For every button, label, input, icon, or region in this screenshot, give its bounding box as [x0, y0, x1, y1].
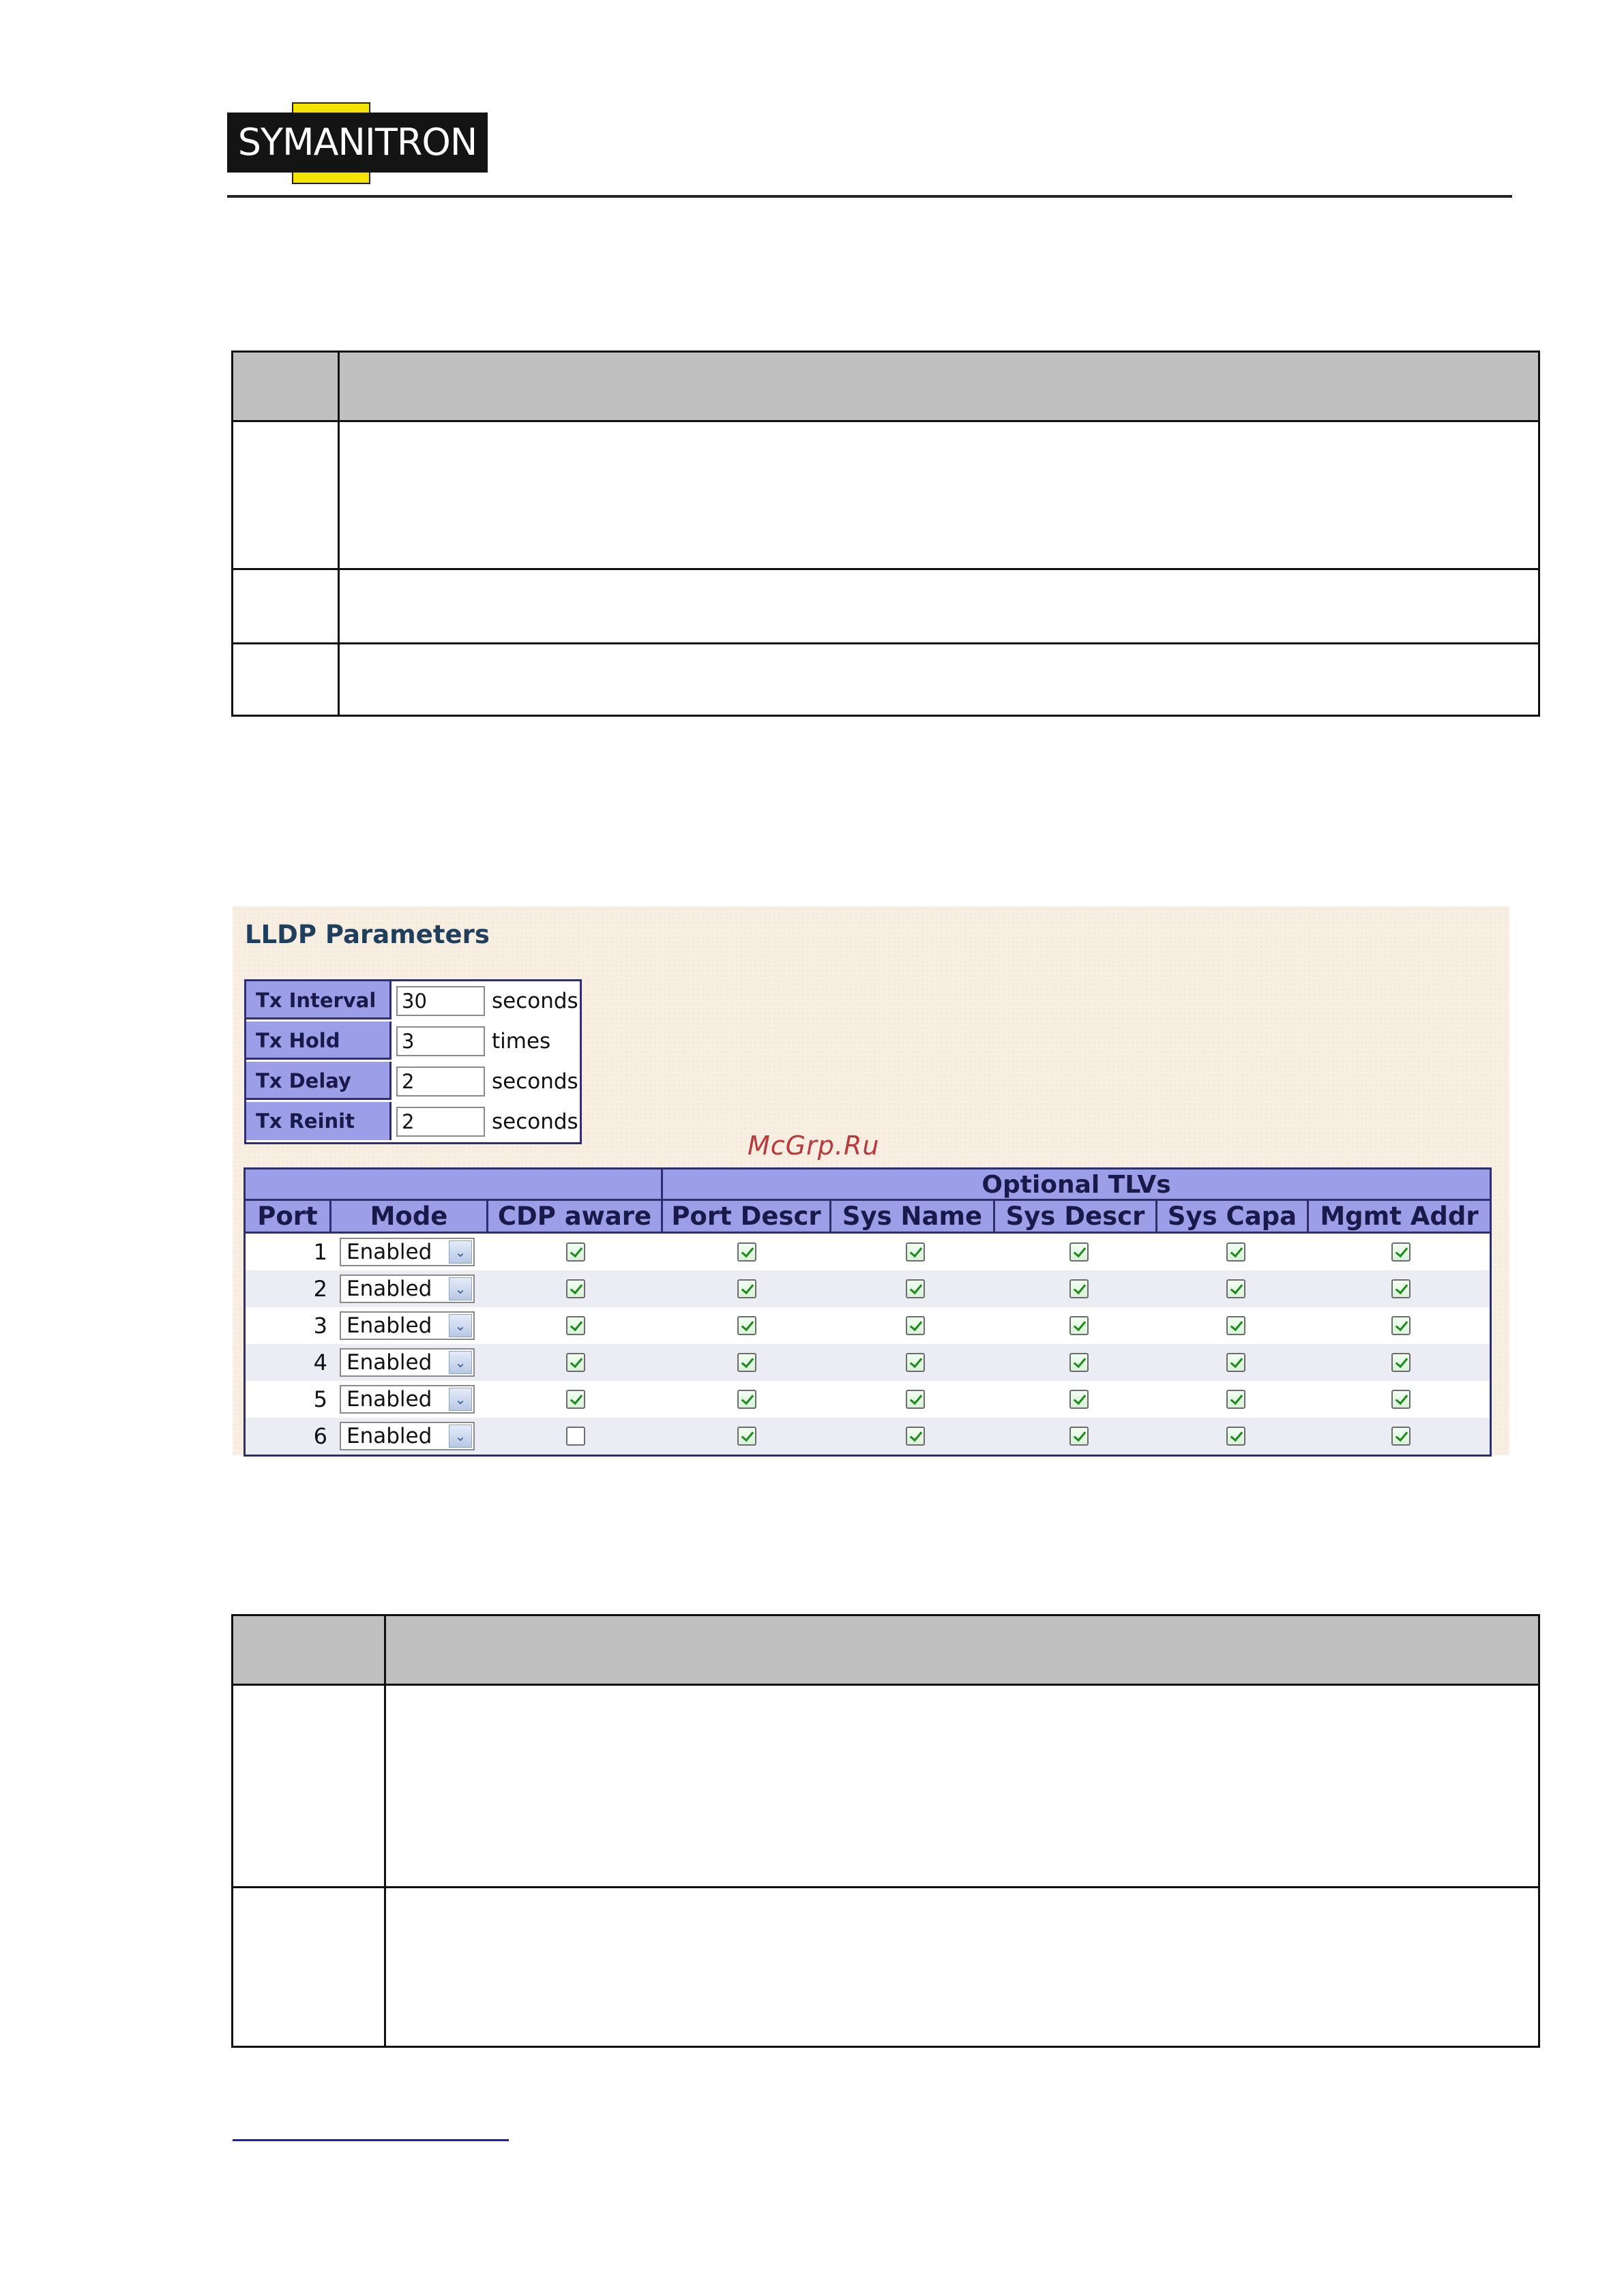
chevron-down-icon[interactable]: ⌄ — [449, 1425, 472, 1448]
port-number: 1 — [313, 1239, 327, 1265]
col-mgmt-addr: Mgmt Addr — [1320, 1202, 1479, 1231]
lldp-port-table — [243, 1167, 1492, 1457]
footnote-rule — [233, 2139, 509, 2141]
port-number: 5 — [313, 1386, 327, 1412]
mode-select[interactable] — [340, 1274, 475, 1303]
mode-select[interactable] — [340, 1422, 475, 1450]
mode-select[interactable] — [340, 1311, 475, 1340]
mode-select[interactable] — [340, 1385, 475, 1414]
row-divider — [233, 568, 1538, 570]
table-row — [246, 1307, 1490, 1344]
optional-tlvs-header: Optional TLVs — [663, 1169, 1490, 1201]
table-row — [246, 1381, 1490, 1418]
watermark: McGrp.Ru — [748, 1131, 880, 1161]
mode-select[interactable] — [340, 1238, 475, 1266]
port-rows — [246, 1234, 1490, 1455]
tx-reinit-input[interactable]: 2 — [396, 1107, 485, 1137]
param-row-tx-delay — [246, 1062, 580, 1102]
port-descr-checkbox[interactable] — [737, 1316, 756, 1335]
sys-name-checkbox[interactable] — [906, 1390, 925, 1409]
port-number: 3 — [313, 1313, 327, 1339]
mode-select-value: Enabled — [346, 1240, 432, 1264]
sys-capa-checkbox[interactable] — [1226, 1242, 1245, 1262]
param-row-tx-hold — [246, 1022, 580, 1062]
param-label: Tx Reinit — [246, 1102, 392, 1140]
sys-name-checkbox[interactable] — [906, 1353, 925, 1372]
row-divider — [233, 1886, 1538, 1888]
sys-capa-checkbox[interactable] — [1226, 1353, 1245, 1372]
param-label: Tx Delay — [246, 1062, 392, 1100]
sys-descr-checkbox[interactable] — [1069, 1242, 1089, 1262]
sys-descr-checkbox[interactable] — [1069, 1427, 1089, 1446]
header-blank — [246, 1169, 663, 1201]
sys-capa-checkbox[interactable] — [1226, 1279, 1245, 1298]
port-descr-checkbox[interactable] — [737, 1427, 756, 1446]
sys-name-checkbox[interactable] — [906, 1279, 925, 1298]
cdp-aware-checkbox[interactable] — [566, 1279, 585, 1298]
table-row — [246, 1418, 1490, 1455]
table-header-group — [246, 1169, 1490, 1201]
param-unit: seconds — [492, 1069, 578, 1094]
sys-name-checkbox[interactable] — [906, 1242, 925, 1262]
cdp-aware-checkbox[interactable] — [566, 1390, 585, 1409]
sys-name-checkbox[interactable] — [906, 1427, 925, 1446]
cdp-aware-checkbox[interactable] — [566, 1242, 585, 1262]
header-rule — [227, 195, 1512, 198]
port-number: 6 — [313, 1423, 327, 1449]
mode-select-value: Enabled — [346, 1424, 432, 1448]
row-divider — [233, 642, 1538, 644]
param-unit: seconds — [492, 1109, 578, 1134]
port-descr-checkbox[interactable] — [737, 1390, 756, 1409]
col-mode: Mode — [331, 1201, 488, 1232]
description-table-1 — [231, 351, 1540, 717]
sys-descr-checkbox[interactable] — [1069, 1390, 1089, 1409]
logo-text: SYMANITRON — [237, 121, 477, 164]
lldp-param-table — [244, 979, 582, 1144]
mode-select-value: Enabled — [346, 1350, 432, 1375]
cdp-aware-checkbox[interactable] — [566, 1316, 585, 1335]
chevron-down-icon[interactable]: ⌄ — [449, 1351, 472, 1374]
panel-title: LLDP Parameters — [245, 920, 490, 949]
col-sys-capa: Sys Capa — [1157, 1201, 1309, 1232]
mgmt-addr-checkbox[interactable] — [1391, 1427, 1411, 1446]
table-row — [246, 1270, 1490, 1307]
table-header — [233, 1616, 1538, 1686]
sys-descr-checkbox[interactable] — [1069, 1316, 1089, 1335]
param-label: Tx Hold — [246, 1022, 392, 1060]
mgmt-addr-checkbox[interactable] — [1391, 1242, 1411, 1262]
tx-interval-input[interactable]: 30 — [396, 986, 485, 1016]
mgmt-addr-checkbox[interactable] — [1391, 1279, 1411, 1298]
sys-descr-checkbox[interactable] — [1069, 1353, 1089, 1372]
mode-select-value: Enabled — [346, 1313, 432, 1338]
col-port: Port — [246, 1201, 331, 1232]
chevron-down-icon[interactable]: ⌄ — [449, 1388, 472, 1411]
table-row — [246, 1234, 1490, 1270]
cdp-aware-checkbox[interactable] — [566, 1353, 585, 1372]
cdp-aware-checkbox[interactable] — [566, 1427, 585, 1446]
chevron-down-icon[interactable]: ⌄ — [449, 1240, 472, 1264]
table-row — [246, 1344, 1490, 1381]
sys-capa-checkbox[interactable] — [1226, 1427, 1245, 1446]
sys-descr-checkbox[interactable] — [1069, 1279, 1089, 1298]
col-cdp-aware: CDP aware — [488, 1201, 663, 1232]
port-descr-checkbox[interactable] — [737, 1353, 756, 1372]
column-divider — [384, 1616, 386, 2046]
param-unit: seconds — [492, 989, 578, 1013]
tx-delay-input[interactable]: 2 — [396, 1067, 485, 1097]
mode-select[interactable] — [340, 1348, 475, 1377]
description-table-2 — [231, 1614, 1540, 2048]
mgmt-addr-checkbox[interactable] — [1391, 1353, 1411, 1372]
column-divider — [338, 353, 340, 715]
port-number: 2 — [313, 1276, 327, 1302]
sys-capa-checkbox[interactable] — [1226, 1390, 1245, 1409]
port-descr-checkbox[interactable] — [737, 1279, 756, 1298]
table-header — [233, 353, 1538, 422]
port-descr-checkbox[interactable] — [737, 1242, 756, 1262]
sys-name-checkbox[interactable] — [906, 1316, 925, 1335]
param-label: Tx Interval — [246, 981, 392, 1019]
tx-hold-input[interactable]: 3 — [396, 1026, 485, 1056]
company-logo — [227, 102, 488, 184]
chevron-down-icon[interactable]: ⌄ — [449, 1314, 472, 1337]
port-number: 4 — [313, 1350, 327, 1375]
table-header-columns — [246, 1201, 1490, 1234]
col-port-descr: Port Descr — [663, 1201, 831, 1232]
mode-select-value: Enabled — [346, 1277, 432, 1301]
col-sys-name: Sys Name — [831, 1201, 995, 1232]
param-row-tx-reinit — [246, 1102, 580, 1142]
col-sys-descr: Sys Descr — [995, 1201, 1157, 1232]
mode-select-value: Enabled — [346, 1387, 432, 1412]
param-row-tx-interval — [246, 981, 580, 1022]
sys-capa-checkbox[interactable] — [1226, 1316, 1245, 1335]
param-unit: times — [492, 1029, 551, 1054]
mgmt-addr-checkbox[interactable] — [1391, 1316, 1411, 1335]
chevron-down-icon[interactable]: ⌄ — [449, 1277, 472, 1300]
mgmt-addr-checkbox[interactable] — [1391, 1390, 1411, 1409]
